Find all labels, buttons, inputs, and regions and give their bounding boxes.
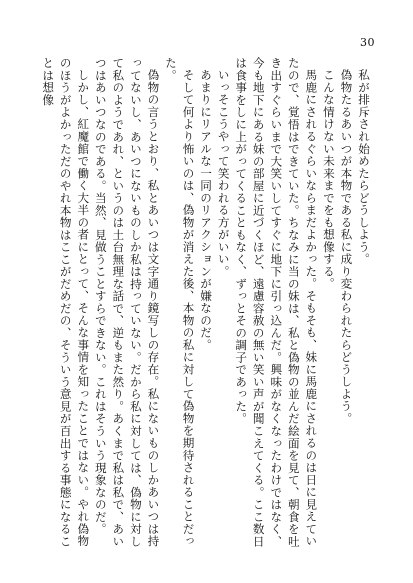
paragraph: こんな情けない未来までをも想像する。 xyxy=(321,68,336,290)
paragraph: 私が排斥され始めたらどうしよう。 xyxy=(357,68,371,265)
paragraph: いっそこうやって笑われる方がいい。 xyxy=(216,68,231,278)
paragraph: 馬鹿にされるぐらいならまだよかった。そもそも、妹に馬鹿にされるのは日に見えていたので、覚悟はできていた。ちなみに当の妹は、私と偽物の並んだ絵面を見て、朝食を吐き出すぐらいまで大笑いしてすぐに地下に引っ込んだ。興味がなくなったわけではなく、今も地下にある妹の部屋に近づくほど、遠慮容赦の無い笑い声が聞こえてくる。ここ数日は食事をしに上がってくることもなく、ずっとその調子であった。 xyxy=(234,57,319,548)
paragraph: しかし、紅魔館で働く大半の者にとって、そんな事情を知ったことではない。やれ偽物のほうがよかっただのやれ本物はここがだめだの、そういう意見が百出する事態になることは想像 xyxy=(41,57,91,548)
paragraph: あまりにリアルな一同のリアクションが嫌なのだ。 xyxy=(199,68,214,351)
paragraph: 偽物の言うとおり、私とあいつは文字通り鏡写しの存在。私にないものしかあいつは持ってないし、あいつにないものしか私は持っていない。だから私に対しては、偽物に対して私のようであれ、というのは土台無理な話で、逆もまた然り。あくまで私は私で、あいつはあいつなのである。当然、見做うことすらできない。これはそういう現象なのだ。 xyxy=(93,57,161,548)
paragraph: そして何より怖いのは、偽物が消えた後、本物の私に対して偽物を期待されることだった。 xyxy=(163,57,196,547)
page-number: 30 xyxy=(360,36,375,49)
vertical-body-text xyxy=(42,57,372,557)
paragraph: 偽物たるあいつが本物である私に成り変わられたらどうしよう。 xyxy=(339,68,354,425)
